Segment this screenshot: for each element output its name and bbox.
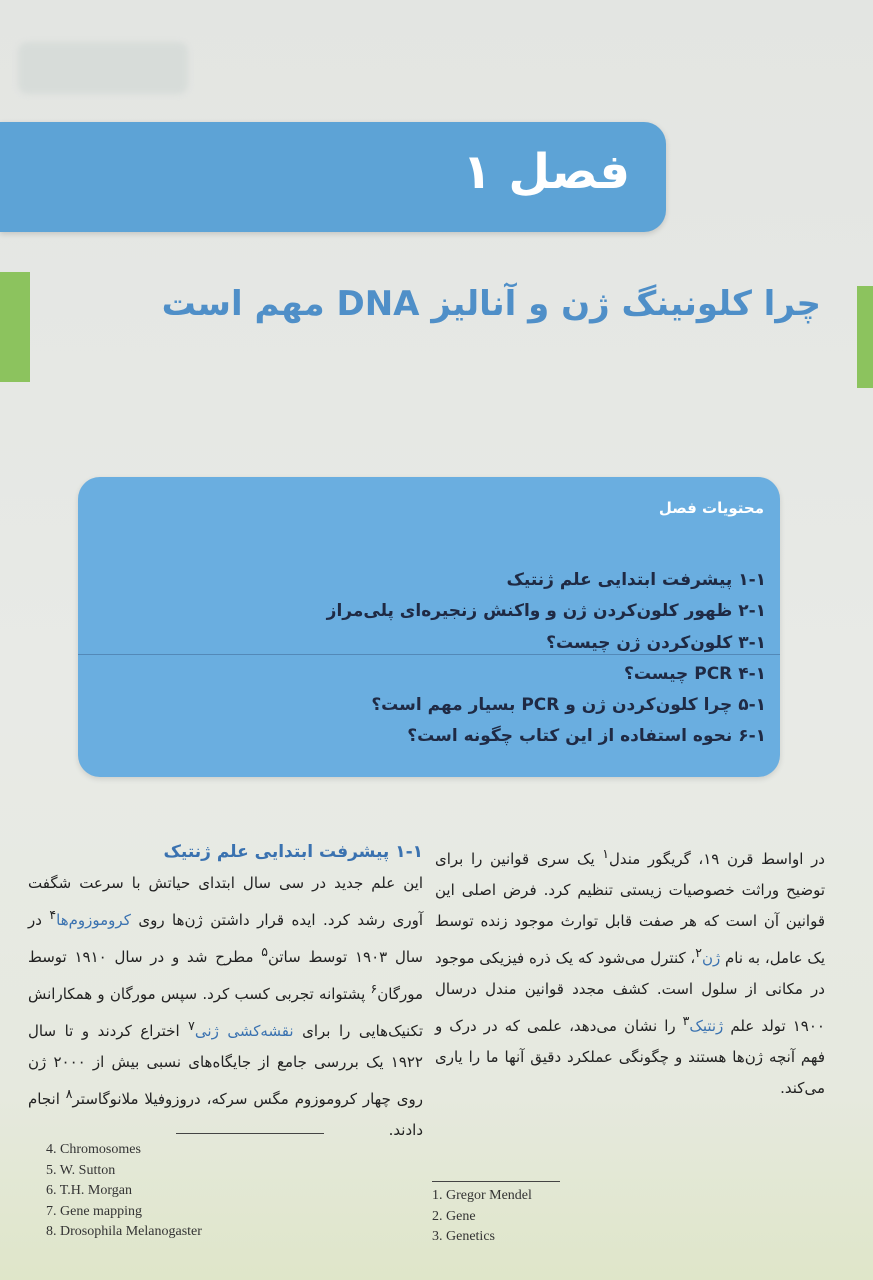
toc-item: ۱-۱ پیشرفت ابتدایی علم ژنتیک (506, 570, 766, 590)
footnotes-right (432, 1186, 532, 1248)
toc-item: ۲-۱ ظهور کلون‌کردن ژن و واکنش زنجیره‌ای پلی‌مراز (326, 601, 766, 622)
toc-heading: محتویات فصل (658, 499, 764, 517)
term-chromosomes: کروموزوم‌ها (56, 911, 131, 929)
toc-item: ۳-۱ کلون‌کردن ژن چیست؟ (546, 632, 766, 653)
footnote: 7. Gene mapping (46, 1203, 143, 1219)
footnote: 2. Gene (432, 1208, 476, 1224)
section-heading: ۱-۱ پیشرفت ابتدایی علم ژنتیک (163, 842, 423, 862)
term-gene: ژن (701, 949, 721, 967)
chapter-band (0, 122, 666, 232)
footnote-rule (432, 1181, 560, 1182)
toc-list (327, 565, 766, 753)
toc-box (78, 477, 780, 777)
page-smudge (18, 42, 188, 94)
footnote: 4. Chromosomes (46, 1142, 141, 1157)
margin-tab-left (0, 272, 30, 382)
intro-paragraph: در اواسط قرن ۱۹، گریگور مندل$^۱$ یک سری قوانین را برای توضیح وراثت خصوصیات زیستی تنظیم کرد. فرض اصلی این قوانین آن است که هر صفت قابل توارث موجود زنده توسط یک عامل، به نام ژن$^۲$، کنترل می‌شود که یک ذره فیزیکی موجود در مکانی از سلول است. کشف مجدد قوانین مندل درسال ۱۹۰۰ تولد علم ژنتیک$^۳$ را نشان می‌دهد، علمی که در درک و فهم آنچه ژن‌ها هستند و چگونگی عملکرد دقیق آنها ما را یاری می‌کند. (435, 846, 825, 1097)
section-paragraph: این علم جدید در سی سال ابتدای حیاتش با سرعت شگفت آوری رشد کرد. ایده قرار داشتن ژن‌ها روی کروموزوم‌ها$^۴$ در سال ۱۹۰۳ توسط ساتن$^۵$ مطرح شد و در سال ۱۹۱۰ توسط مورگان$^۶$ پشتوانه تجربی کسب کرد. سپس مورگان و همکارانش تکنیک‌هایی را برای نقشه‌کشی ژنی$^۷$ اختراع کردند و تا سال ۱۹۲۲ یک بررسی جامع از جایگاه‌های نسبی بیش از ۲۰۰۰ ژن روی چهار کروموزوم مگس سرکه، دروزوفیلا ملانوگاستر$^۸$ انجام دادند. (28, 874, 424, 1139)
footnote-rule (176, 1133, 324, 1134)
toc-item: ۶-۱ نحوه استفاده از این کتاب چگونه است؟ (407, 726, 766, 747)
footnotes-left (46, 1140, 202, 1243)
term-gene-mapping: نقشه‌کشی ژنی (194, 1022, 294, 1040)
margin-tab-right (857, 286, 873, 388)
body-column-right (435, 838, 825, 1104)
footnote: 6. T.H. Morgan (46, 1183, 132, 1198)
footnote: 8. Drosophila Melanogaster (46, 1224, 202, 1239)
chapter-label: فصل ۱ (462, 144, 630, 200)
body-column-left (28, 838, 423, 1146)
footnote: 3. Genetics (432, 1229, 495, 1244)
toc-item: ۴-۱ PCR چیست؟ (623, 663, 766, 684)
chapter-title: چرا کلونینگ ژن و آنالیز DNA مهم است (161, 284, 821, 324)
footnote: 5. W. Sutton (46, 1162, 116, 1178)
toc-item: ۵-۱ چرا کلون‌کردن ژن و PCR بسیار مهم است؟ (371, 695, 766, 716)
term-genetics: ژنتیک (689, 1017, 724, 1035)
footnote: 1. Gregor Mendel (432, 1188, 532, 1203)
